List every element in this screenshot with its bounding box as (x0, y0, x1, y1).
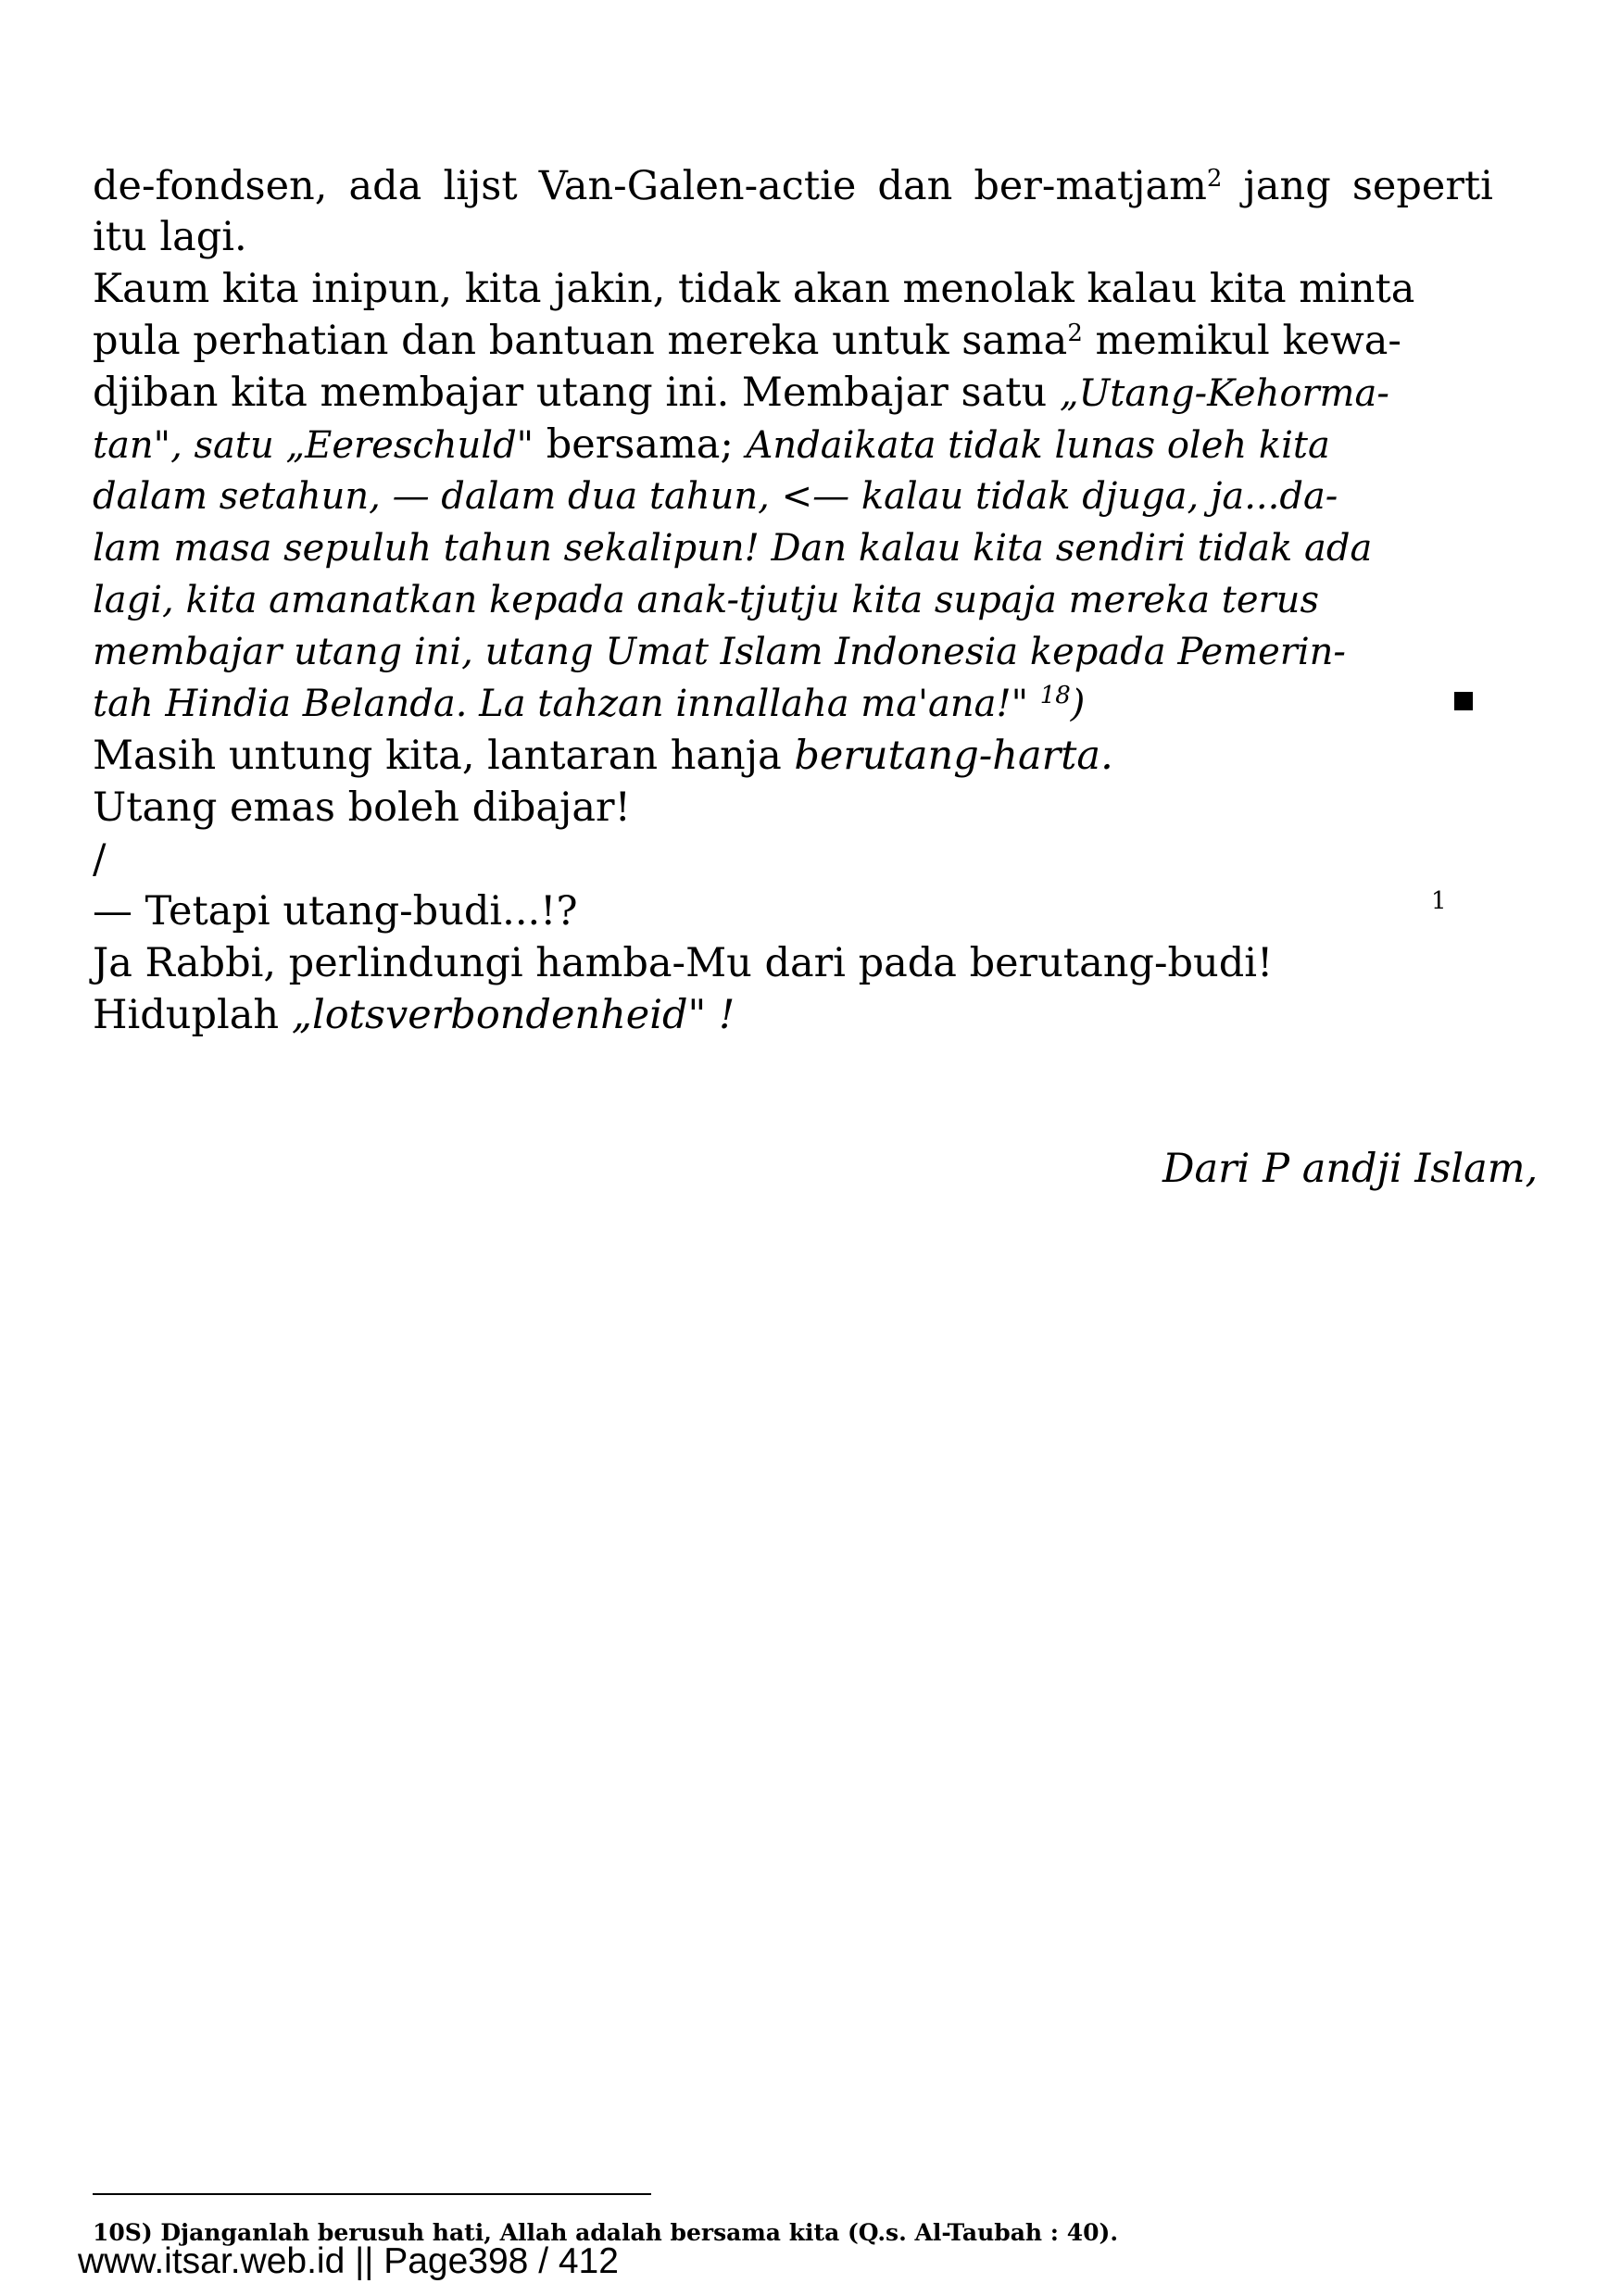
body-line-10: membajar utang ini, utang Umat Islam Indonesia kepada Pemerin- (93, 631, 1346, 673)
body-line-2: itu lagi. (93, 214, 247, 260)
footnote: 10S) Djanganlah berusuh hati, Allah adalah bersama kita (Q.s. Al-Taubah : 40). (93, 2219, 1119, 2246)
body-line-5: djiban kita membajar utang ini. Membajar satu „Utang-Kehorma- (93, 370, 1389, 416)
square-bullet-icon (1454, 692, 1473, 710)
footnote-divider (93, 2193, 651, 2195)
body-line-6: tan", satu „Eereschuld" bersama; Andaikata tidak lunas oleh kita (93, 421, 1330, 468)
word: ber-matjam$^2$ (974, 163, 1223, 209)
word: Van-Galen-actie (538, 163, 857, 209)
body-line-4: pula perhatian dan bantuan mereka untuk sama$^2$ memikul kewa- (93, 318, 1401, 364)
body-line-7: dalam setahun, — dalam dua tahun, <— kalau tidak djuga, ja...da- (93, 475, 1338, 518)
body-line-15: — Tetapi utang-budi...!? (93, 888, 578, 935)
signature: Dari P andji Islam, (1162, 1146, 1539, 1192)
body-line-13: Utang emas boleh dibajar! (93, 784, 631, 831)
footnote-ref: 18 (1039, 682, 1071, 709)
body-line-16: Ja Rabbi, perlindungi hamba-Mu dari pada berutang-budi! (93, 940, 1274, 986)
word: jang (1243, 163, 1331, 209)
word: dan (877, 163, 953, 209)
body-line-11: tah Hindia Belanda. La tahzan innallaha ma'ana!" $^{18}$) (93, 682, 1086, 725)
body-line-17: Hiduplah „lotsverbondenheid" ! (93, 992, 735, 1038)
body-line-3: Kaum kita inipun, kita jakin, tidak akan menolak kalau kita minta (93, 266, 1415, 312)
body-line-14: / (93, 836, 107, 883)
word: de-fondsen, (93, 163, 328, 209)
body-line-12: Masih untung kita, lantaran hanja berutang-harta. (93, 733, 1113, 779)
word: seperti (1351, 163, 1493, 209)
superscript: 2 (1206, 165, 1223, 193)
margin-number: 1 (1431, 887, 1447, 915)
body-line-8: lam masa sepuluh tahun sekalipun! Dan kalau kita sendiri tidak ada (93, 527, 1373, 570)
word: ada (348, 163, 422, 209)
word: lijst (443, 163, 518, 209)
superscript: 2 (1067, 320, 1083, 347)
page-footer: www.itsar.web.id || Page398 / 412 (78, 2241, 619, 2281)
body-line-1 (93, 160, 1493, 212)
body-line-9: lagi, kita amanatkan kepada anak-tjutju kita supaja mereka terus (93, 579, 1319, 621)
